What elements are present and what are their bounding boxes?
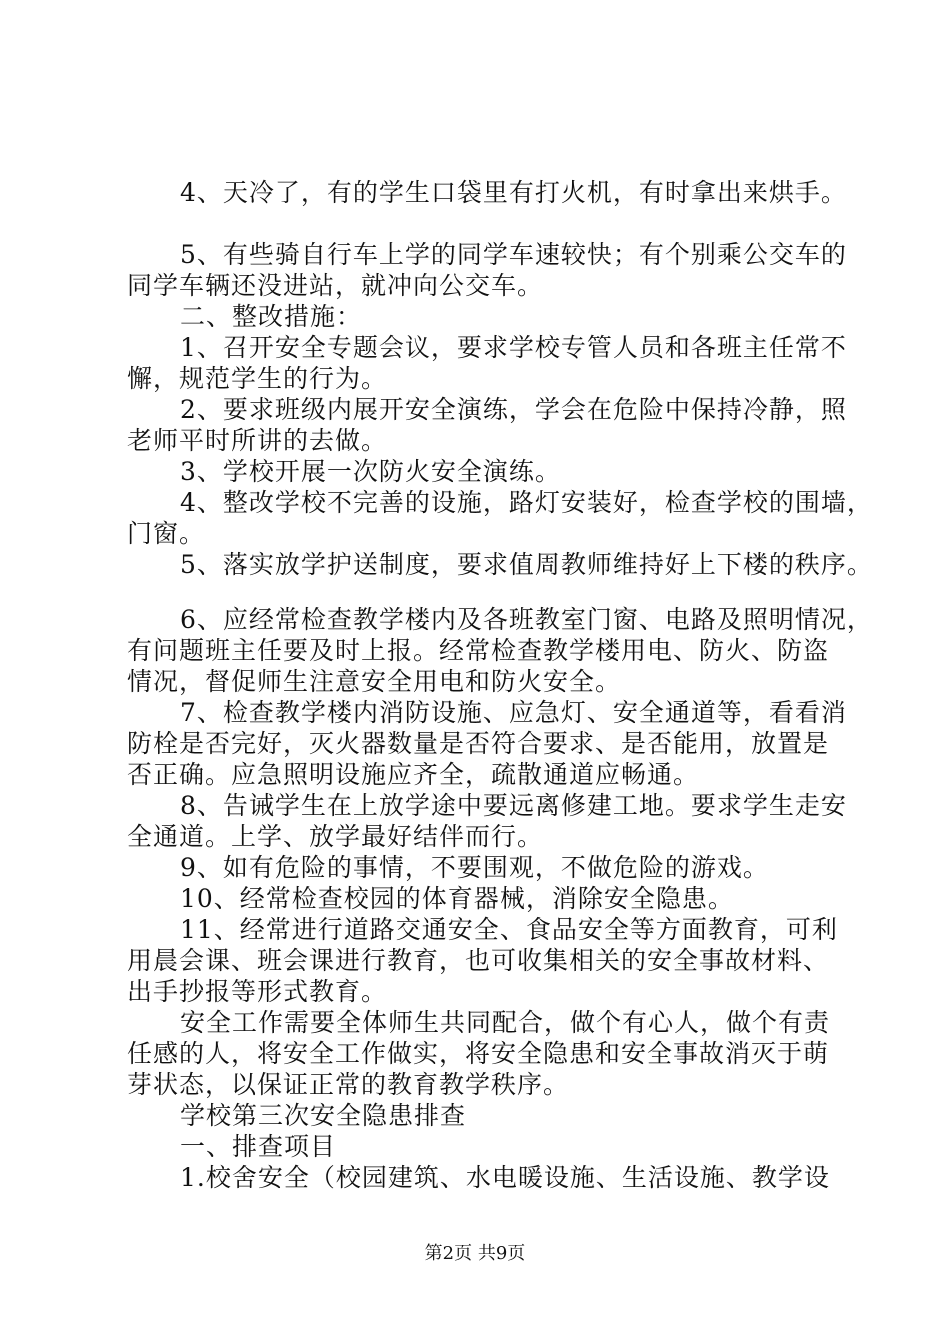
paragraph-line: 1、召开安全专题会议，要求学校专管人员和各班主任常不 [180, 333, 847, 362]
paragraph-line: 9、如有危险的事情，不要围观，不做危险的游戏。 [180, 853, 769, 882]
section-heading: 二、整改措施： [180, 302, 363, 331]
section-heading: 学校第三次安全隐患排查 [180, 1101, 467, 1130]
paragraph-line: 10、经常检查校园的体育器械，消除安全隐患。 [180, 884, 734, 913]
paragraph-line: 5、落实放学护送制度，要求值周教师维持好上下楼的秩序。 [180, 550, 873, 579]
paragraph-line: 有问题班主任要及时上报。经常检查教学楼用电、防火、防盗 [127, 636, 830, 665]
paragraph-line: 情况，督促师生注意安全用电和防火安全。 [127, 667, 622, 696]
paragraph-line: 4、天冷了，有的学生口袋里有打火机，有时拿出来烘手。 [180, 178, 847, 207]
paragraph-line: 6、应经常检查教学楼内及各班教室门窗、电路及照明情况， [180, 605, 873, 634]
paragraph-line: 同学车辆还没进站，就冲向公交车。 [127, 271, 544, 300]
paragraph-line: 出手抄报等形式教育。 [127, 977, 388, 1006]
paragraph-line: 老师平时所讲的去做。 [127, 426, 388, 455]
paragraph-line: 4、整改学校不完善的设施，路灯安装好，检查学校的围墙， [180, 488, 873, 517]
paragraph-line: 任感的人，将安全工作做实，将安全隐患和安全事故消灭于萌 [127, 1039, 830, 1068]
paragraph-line: 芽状态，以保证正常的教育教学秩序。 [127, 1070, 570, 1099]
section-heading: 一、排查项目 [180, 1132, 337, 1161]
paragraph-line: 用晨会课、班会课进行教育，也可收集相关的安全事故材料、 [127, 946, 830, 975]
paragraph-line: 3、学校开展一次防火安全演练。 [180, 457, 561, 486]
paragraph-line: 防栓是否完好，灭火器数量是否符合要求、是否能用，放置是 [127, 729, 830, 758]
paragraph-line: 7、检查教学楼内消防设施、应急灯、安全通道等，看看消 [180, 698, 847, 727]
paragraph-line: 否正确。应急照明设施应齐全，疏散通道应畅通。 [127, 760, 700, 789]
page-number-footer: 第2页 共9页 [424, 1243, 526, 1264]
paragraph-line: 懈，规范学生的行为。 [127, 364, 388, 393]
paragraph-line: 门窗。 [127, 519, 206, 548]
paragraph-line: 11、经常进行道路交通安全、食品安全等方面教育，可利 [180, 915, 838, 944]
paragraph-line: 2、要求班级内展开安全演练，学会在危险中保持冷静，照 [180, 395, 847, 424]
paragraph-line: 5、有些骑自行车上学的同学车速较快；有个别乘公交车的 [180, 240, 847, 269]
paragraph-line: 8、告诫学生在上放学途中要远离修建工地。要求学生走安 [180, 791, 847, 820]
paragraph-line: 安全工作需要全体师生共同配合，做个有心人，做个有责 [180, 1008, 831, 1037]
paragraph-line: 全通道。上学、放学最好结伴而行。 [127, 822, 544, 851]
paragraph-line: 1.校舍安全（校园建筑、水电暖设施、生活设施、教学设 [180, 1163, 830, 1192]
